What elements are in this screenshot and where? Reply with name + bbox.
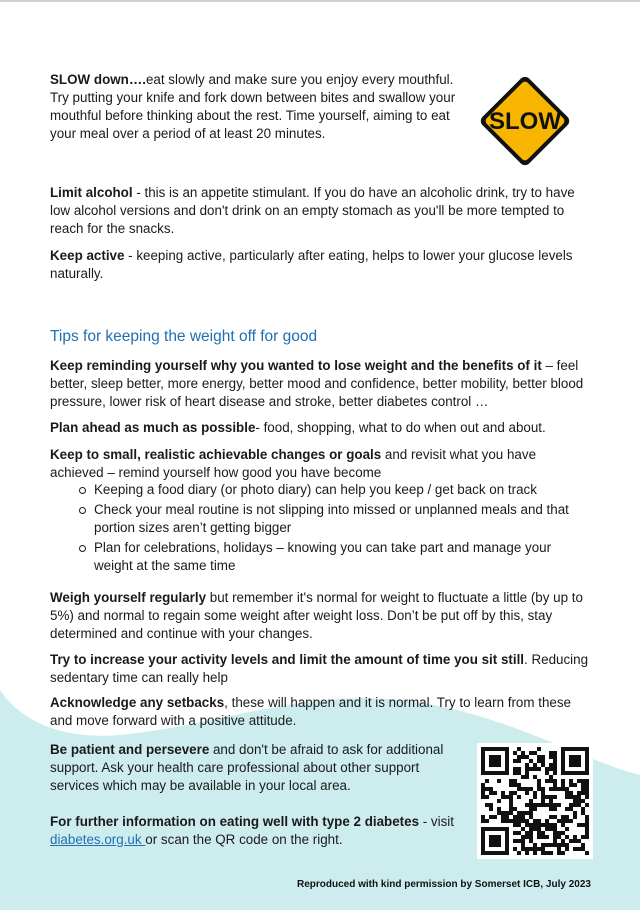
patient-paragraph <box>50 741 465 795</box>
weigh-paragraph <box>50 589 600 643</box>
tips-heading: Tips for keeping the weight off for good <box>50 328 318 345</box>
plan-paragraph <box>50 419 598 437</box>
activity-paragraph <box>50 651 595 687</box>
activity-lead: Try to increase your activity levels and limit the amount of time you sit still <box>50 652 525 667</box>
active-text: - keeping active, particularly after eating, helps to lower your glucose levels naturally. <box>50 248 573 281</box>
plan-text: - food, shopping, what to do when out and about. <box>255 420 546 435</box>
list-item: Keeping a food diary (or photo diary) can help you keep / get back on track <box>78 481 588 499</box>
alcohol-text: - this is an appetite stimulant. If you do have an alcoholic drink, try to have low alcohol versions and don't drink on an empty stomach as you'll be more tempted to reach for the snacks. <box>50 185 575 236</box>
further-info-paragraph <box>50 813 470 849</box>
further-info-text-end: or scan the QR code on the right. <box>145 832 343 847</box>
reminding-lead: Keep reminding yourself why you wanted to lose weight and the benefits of it <box>50 358 542 373</box>
alcohol-lead: Limit alcohol <box>50 185 133 200</box>
reminding-paragraph <box>50 357 598 411</box>
footer-credit: Reproduced with kind permission by Somerset ICB, July 2023 <box>297 879 591 890</box>
goals-list <box>78 481 588 577</box>
alcohol-paragraph <box>50 184 595 238</box>
setbacks-text: , these will happen and it is normal. Try to learn from these and move forward with a positive attitude. <box>50 695 571 728</box>
goals-text: and revisit what you have achieved – remind yourself how good you have become <box>50 447 537 480</box>
reminding-text: – feel better, sleep better, more energy, better mood and confidence, better mobility, better blood pressure, lower risk of heart disease and stroke, better diabetes control … <box>50 358 584 409</box>
activity-text: . Reducing sedentary time can really help <box>50 652 589 685</box>
diabetes-org-link[interactable]: diabetes.org.uk <box>50 832 146 847</box>
goals-lead: Keep to small, realistic achievable changes or goals <box>50 447 382 462</box>
list-item: Plan for celebrations, holidays – knowing you can take part and manage your weight at the same time <box>78 539 588 575</box>
plan-lead: Plan ahead as much as possible <box>50 420 256 435</box>
list-item: Check your meal routine is not slipping into missed or unplanned meals and that portion sizes aren’t getting bigger <box>78 501 588 537</box>
slow-down-lead: SLOW down…. <box>50 72 146 87</box>
setbacks-paragraph <box>50 694 595 730</box>
weigh-text: but remember it's normal for weight to fluctuate a little (by up to 5%) and normal to regain some weight after weight loss. Don’t be put off by this, stay determined and continue with your changes. <box>50 590 583 641</box>
weigh-lead: Weigh yourself regularly <box>50 590 207 605</box>
further-info-text: - visit <box>419 814 454 829</box>
slow-down-text: eat slowly and make sure you enjoy every mouthful. Try putting your knife and fork down between bites and swallow your mouthful before thinking about the rest. Time yourself, aiming to eat your meal over a period of at least 20 minutes. <box>50 72 456 141</box>
patient-text: and don't be afraid to ask for additional support. Ask your health care professional about other support services which may be available in your local area. <box>50 742 444 793</box>
goals-paragraph <box>50 446 570 482</box>
patient-lead: Be patient and persevere <box>50 742 210 757</box>
further-info-lead: For further information on eating well with type 2 diabetes <box>50 814 420 829</box>
setbacks-lead: Acknowledge any setbacks <box>50 695 225 710</box>
slow-sign-label: SLOW <box>489 108 561 135</box>
qr-code-icon[interactable] <box>477 743 593 859</box>
slow-down-paragraph <box>50 71 460 143</box>
active-paragraph <box>50 247 580 283</box>
active-lead: Keep active <box>50 248 125 263</box>
slow-sign-icon <box>470 66 580 176</box>
